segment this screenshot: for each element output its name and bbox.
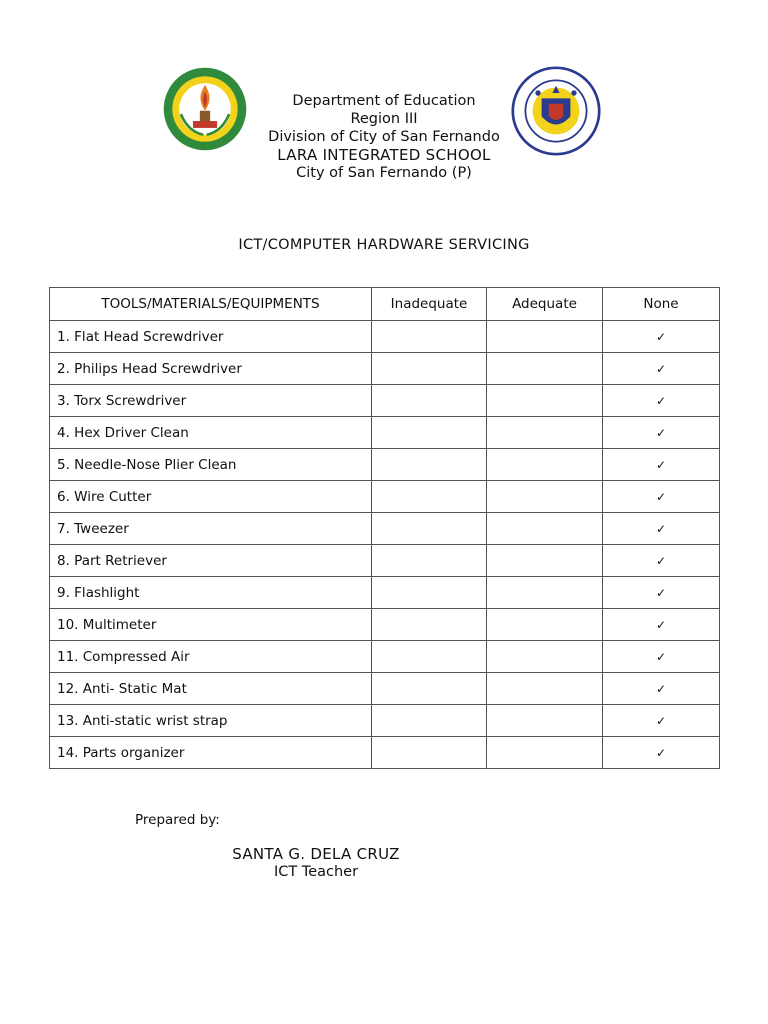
- header-adequate: Adequate: [487, 288, 603, 321]
- letterhead: [234, 92, 534, 182]
- city-line: City of San Fernando (P): [296, 165, 472, 181]
- item-name: 7. Tweezer: [50, 513, 372, 545]
- inadequate-cell: [372, 449, 487, 481]
- item-name: 14. Parts organizer: [50, 737, 372, 769]
- item-name: 1. Flat Head Screwdriver: [50, 321, 372, 353]
- region-line: Region III: [350, 111, 418, 127]
- none-check: ✓: [603, 705, 720, 737]
- inadequate-cell: [372, 513, 487, 545]
- item-name: 11. Compressed Air: [50, 641, 372, 673]
- division-line: Division of City of San Fernando: [268, 129, 500, 145]
- document-title: ICT/COMPUTER HARDWARE SERVICING: [238, 237, 530, 253]
- prepared-by-label: Prepared by:: [135, 812, 220, 828]
- signatory: [216, 845, 416, 881]
- adequate-cell: [487, 641, 603, 673]
- signatory-role: ICT Teacher: [273, 864, 359, 880]
- table-row: [50, 385, 720, 417]
- none-check: ✓: [603, 737, 720, 769]
- table-row: [50, 673, 720, 705]
- none-check: ✓: [603, 321, 720, 353]
- adequate-cell: [487, 545, 603, 577]
- department-line: Department of Education: [292, 93, 476, 109]
- adequate-cell: [487, 609, 603, 641]
- none-check: ✓: [603, 481, 720, 513]
- adequate-cell: [487, 353, 603, 385]
- none-check: ✓: [603, 609, 720, 641]
- table-row: [50, 481, 720, 513]
- none-check: ✓: [603, 417, 720, 449]
- adequate-cell: [487, 321, 603, 353]
- item-name: 12. Anti- Static Mat: [50, 673, 372, 705]
- inadequate-cell: [372, 321, 487, 353]
- inadequate-cell: [372, 609, 487, 641]
- table-row: [50, 321, 720, 353]
- none-check: ✓: [603, 513, 720, 545]
- adequate-cell: [487, 449, 603, 481]
- item-name: 13. Anti-static wrist strap: [50, 705, 372, 737]
- none-check: ✓: [603, 385, 720, 417]
- adequate-cell: [487, 673, 603, 705]
- item-name: 5. Needle-Nose Plier Clean: [50, 449, 372, 481]
- header-tools: TOOLS/MATERIALS/EQUIPMENTS: [50, 288, 372, 321]
- school-name: LARA INTEGRATED SCHOOL: [277, 146, 491, 164]
- none-check: ✓: [603, 545, 720, 577]
- table-row: [50, 449, 720, 481]
- adequate-cell: [487, 385, 603, 417]
- inadequate-cell: [372, 481, 487, 513]
- table-row: [50, 513, 720, 545]
- item-name: 8. Part Retriever: [50, 545, 372, 577]
- none-check: ✓: [603, 673, 720, 705]
- table-row: [50, 545, 720, 577]
- table-row: [50, 641, 720, 673]
- item-name: 9. Flashlight: [50, 577, 372, 609]
- inventory-table: [49, 287, 720, 769]
- inadequate-cell: [372, 385, 487, 417]
- adequate-cell: [487, 417, 603, 449]
- inadequate-cell: [372, 353, 487, 385]
- inadequate-cell: [372, 673, 487, 705]
- table-row: [50, 417, 720, 449]
- signatory-name: SANTA G. DELA CRUZ: [232, 845, 400, 863]
- adequate-cell: [487, 513, 603, 545]
- item-name: 4. Hex Driver Clean: [50, 417, 372, 449]
- inadequate-cell: [372, 417, 487, 449]
- table-header-row: [50, 288, 720, 321]
- inadequate-cell: [372, 641, 487, 673]
- item-name: 6. Wire Cutter: [50, 481, 372, 513]
- adequate-cell: [487, 481, 603, 513]
- item-name: 10. Multimeter: [50, 609, 372, 641]
- inadequate-cell: [372, 577, 487, 609]
- header-inadequate: Inadequate: [372, 288, 487, 321]
- none-check: ✓: [603, 449, 720, 481]
- table-row: [50, 577, 720, 609]
- inadequate-cell: [372, 737, 487, 769]
- none-check: ✓: [603, 577, 720, 609]
- table-row: [50, 609, 720, 641]
- adequate-cell: [487, 577, 603, 609]
- table-row: [50, 353, 720, 385]
- item-name: 3. Torx Screwdriver: [50, 385, 372, 417]
- header-none: None: [603, 288, 720, 321]
- item-name: 2. Philips Head Screwdriver: [50, 353, 372, 385]
- adequate-cell: [487, 705, 603, 737]
- table-row: [50, 705, 720, 737]
- none-check: ✓: [603, 641, 720, 673]
- table-row: [50, 737, 720, 769]
- inadequate-cell: [372, 545, 487, 577]
- adequate-cell: [487, 737, 603, 769]
- none-check: ✓: [603, 353, 720, 385]
- inadequate-cell: [372, 705, 487, 737]
